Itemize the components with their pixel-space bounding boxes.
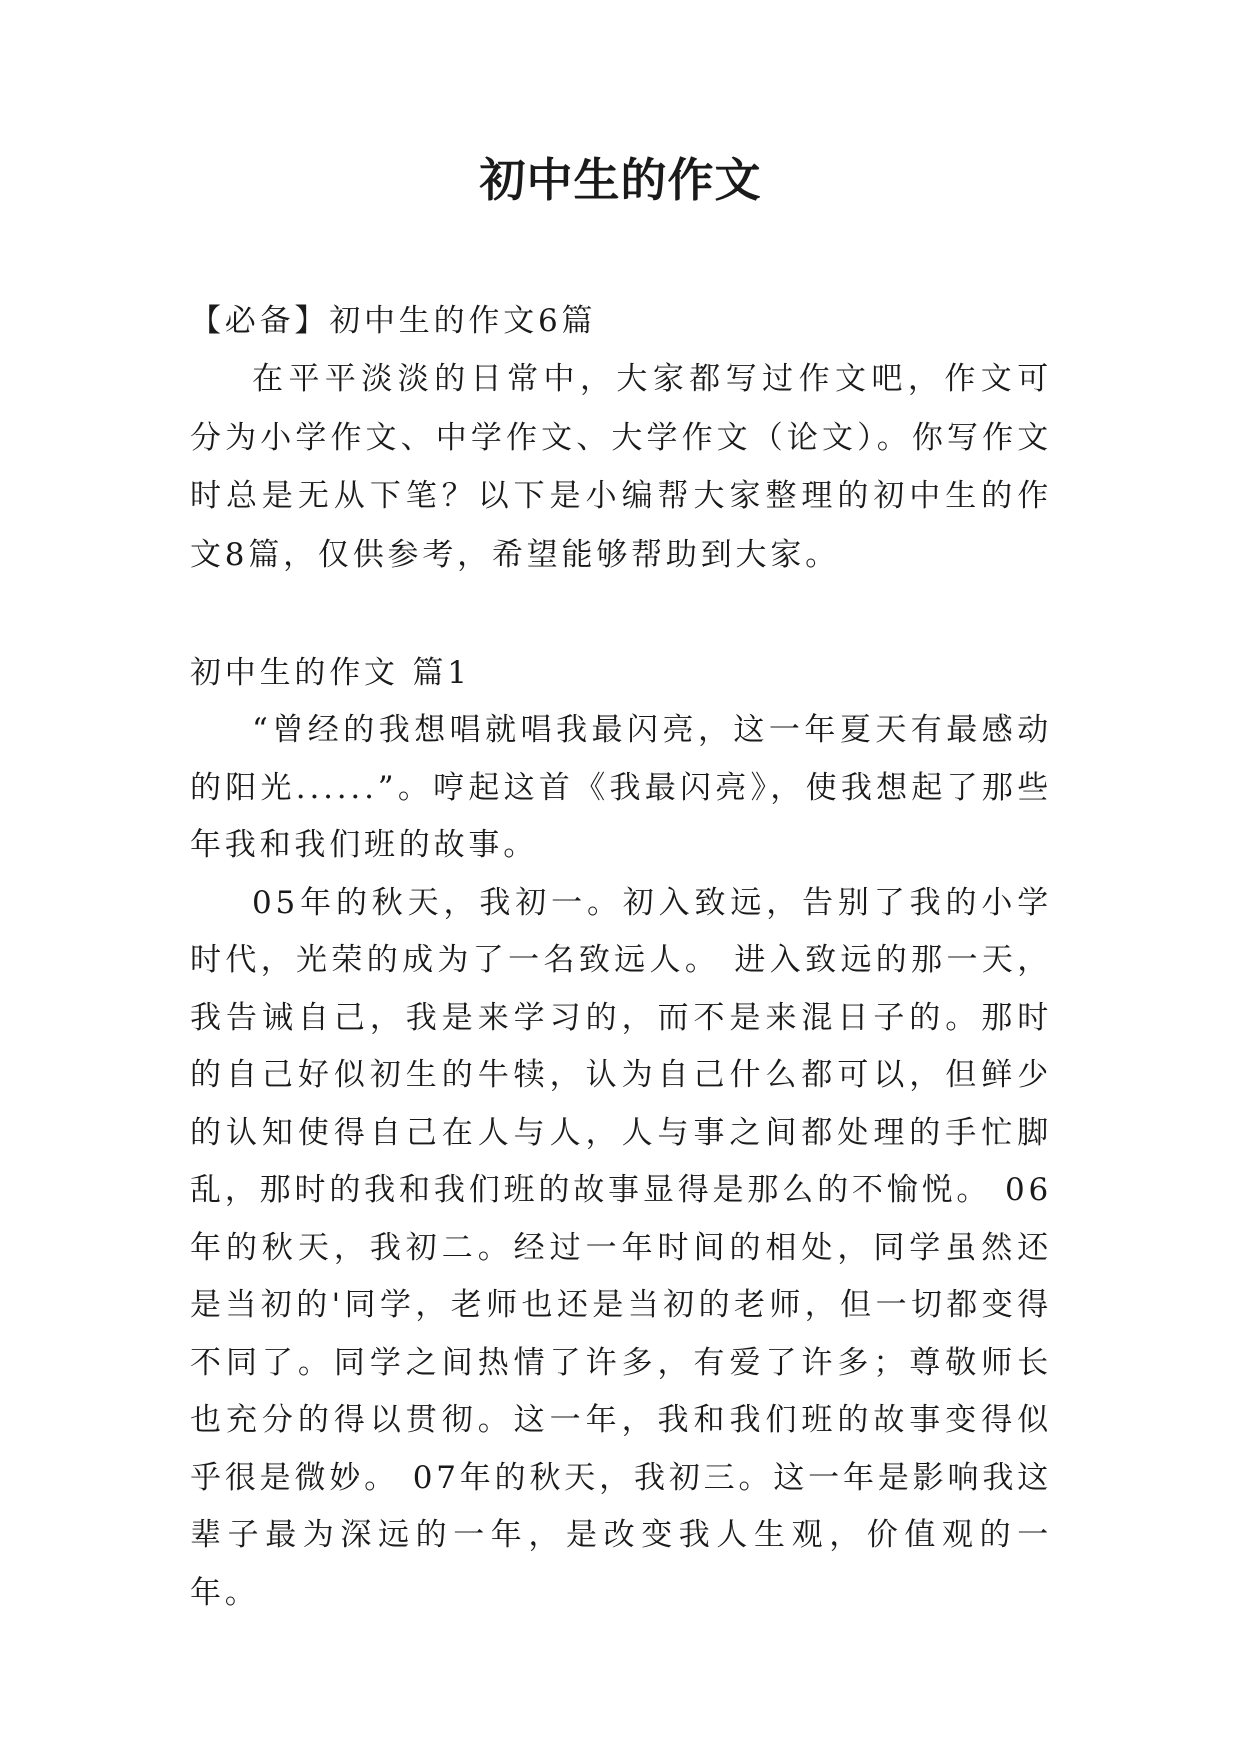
- body-paragraph-2: 05年的秋天，我初一。初入致远，告别了我的小学时代，光荣的成为了一名致远人。 进入致远的那一天，我告诫自己，我是来学习的，而不是来混日子的。那时的自己好似初生的牛犊，认为自己什么都可以，但鲜少的认知使得自己在人与人，人与事之间都处理的手忙脚乱，那时的我和我们班的故事显得是那么的不愉悦。 06年的秋天，我初二。经过一年时间的相处，同学虽然还是当初的'同学，老师也还是当初的老师，但一切都变得不同了。同学之间热情了许多，有爱了许多；尊敬师长也充分的得以贯彻。这一年，我和我们班的故事变得似乎很是微妙。 07年的秋天，我初三。这一年是影响我这辈子最为深远的一年，是改变我人生观，价值观的一年。: [190, 884, 1052, 1611]
- body-paragraph-1: “曾经的我想唱就唱我最闪亮，这一年夏天有最感动的阳光......”。哼起这首《我最闪亮》，使我想起了那些年我和我们班的故事。: [190, 712, 1052, 863]
- section-spacer: [190, 584, 1052, 644]
- document-subtitle: 【必备】初中生的作文6篇: [190, 303, 597, 339]
- document-title: 初中生的作文: [479, 153, 762, 207]
- document-body: [190, 292, 1052, 1622]
- section-heading: 初中生的作文 篇1: [190, 655, 471, 691]
- intro-paragraph: 在平平淡淡的日常中，大家都写过作文吧，作文可分为小学作文、中学作文、大学作文（论文）。你写作文时总是无从下笔？以下是小编帮大家整理的初中生的作文8篇，仅供参考，希望能够帮助到大家。: [190, 361, 1052, 573]
